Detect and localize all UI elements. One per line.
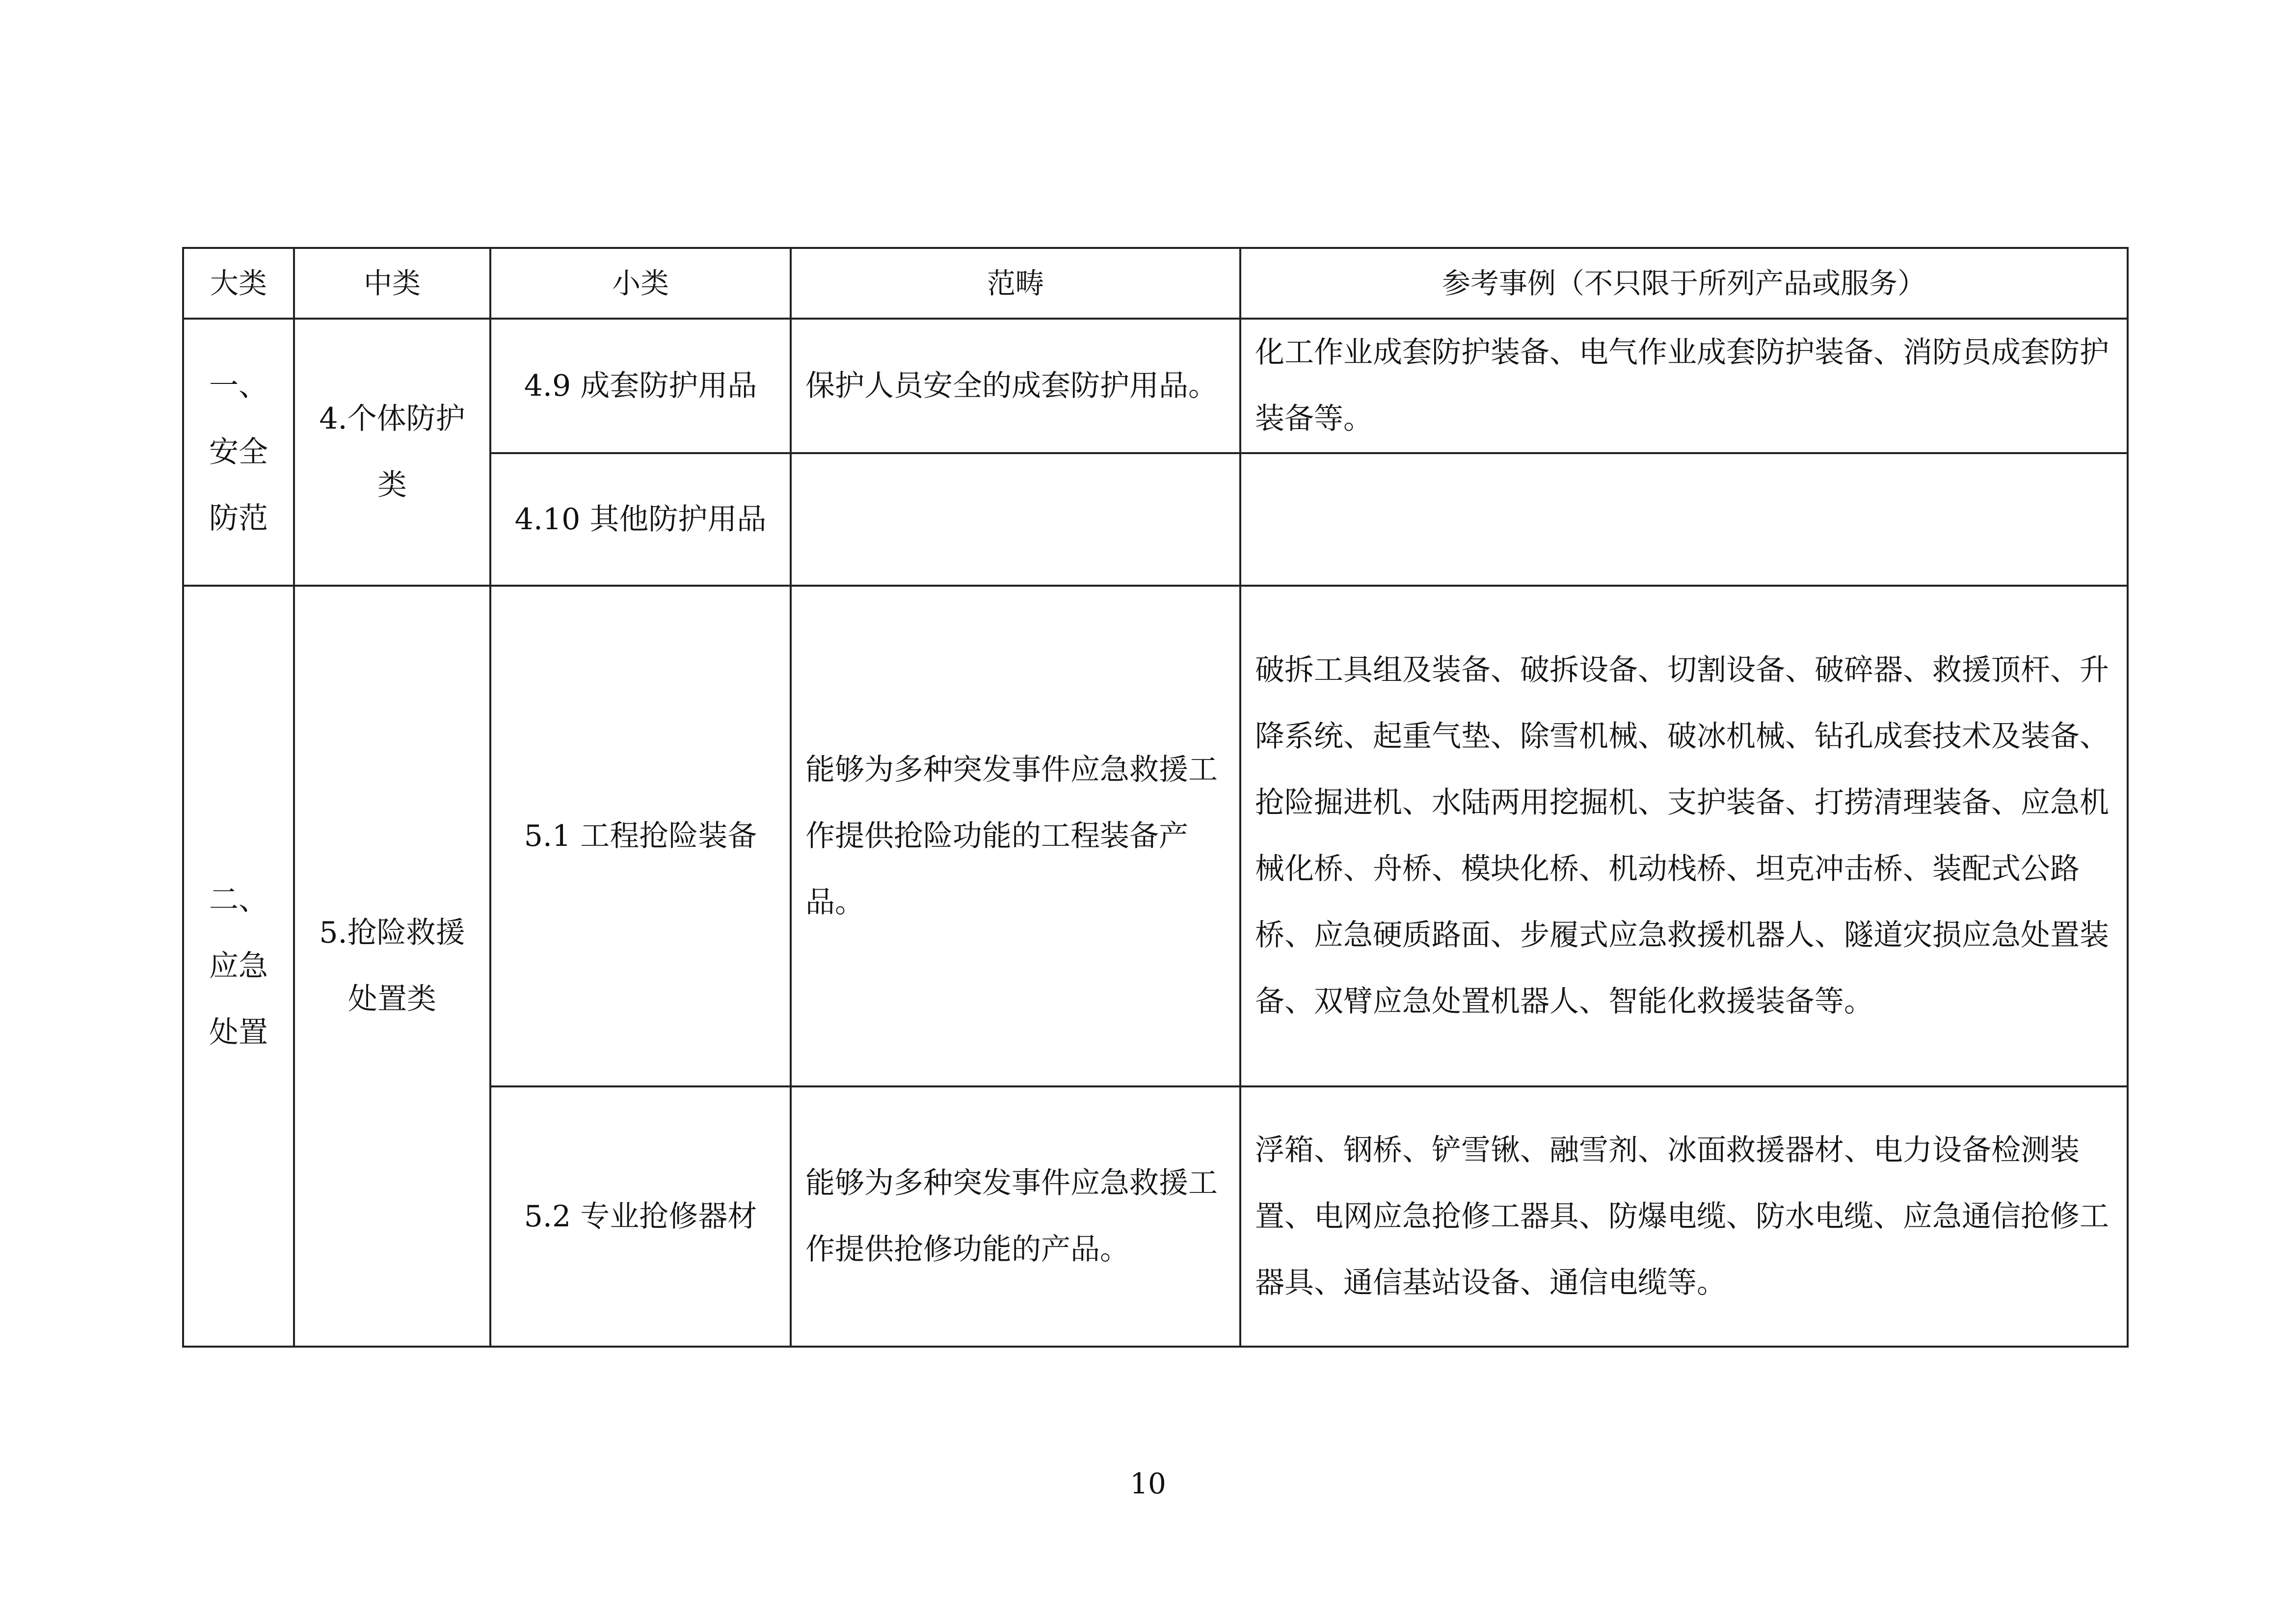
minor-category-cell: 5.2 专业抢修器材 (490, 1086, 791, 1347)
major-category-line: 处置 (209, 1015, 268, 1050)
middle-category-cell (294, 319, 490, 586)
scope-cell: 保护人员安全的成套防护用品。 (791, 319, 1240, 453)
major-category-line: 防范 (209, 501, 268, 536)
header-major-category: 大类 (183, 248, 294, 319)
scope-cell (791, 453, 1240, 586)
middle-category-line: 处置类 (348, 982, 436, 1016)
examples-cell (1240, 453, 2128, 586)
major-category-cell (183, 586, 294, 1347)
middle-category-cell (294, 586, 490, 1347)
middle-category-line: 4.个体防护 (319, 402, 465, 436)
middle-category-line: 类 (377, 468, 407, 502)
major-category-line: 安全 (209, 434, 268, 469)
page-number: 10 (1130, 1467, 1166, 1500)
major-category-line: 一、 (209, 368, 268, 403)
minor-category-cell: 4.10 其他防护用品 (490, 453, 791, 586)
scope-cell: 能够为多种突发事件应急救援工作提供抢险功能的工程装备产品。 (791, 586, 1240, 1086)
examples-cell: 破拆工具组及装备、破拆设备、切割设备、破碎器、救援顶杆、升降系统、起重气垫、除雪机械、破冰机械、钻孔成套技术及装备、抢险掘进机、水陆两用挖掘机、支护装备、打捞清理装备、应急机械化桥、舟桥、模块化桥、机动栈桥、坦克冲击桥、装配式公路桥、应急硬质路面、步履式应急救援机器人、隧道灾损应急处置装备、双臂应急处置机器人、智能化救援装备等。 (1240, 586, 2128, 1086)
examples-cell: 浮箱、钢桥、铲雪锹、融雪剂、冰面救援器材、电力设备检测装置、电网应急抢修工器具、防爆电缆、防水电缆、应急通信抢修工器具、通信基站设备、通信电缆等。 (1240, 1086, 2128, 1347)
table-row (183, 319, 2128, 453)
minor-category-cell: 5.1 工程抢险装备 (490, 586, 791, 1086)
table-header-row (183, 248, 2128, 319)
header-scope: 范畴 (791, 248, 1240, 319)
major-category-line: 二、 (209, 882, 268, 917)
major-category-line: 应急 (209, 948, 268, 983)
major-category-cell (183, 319, 294, 586)
header-minor-category: 小类 (490, 248, 791, 319)
minor-category-cell: 4.9 成套防护用品 (490, 319, 791, 453)
header-examples: 参考事例（不只限于所列产品或服务） (1240, 248, 2128, 319)
table-row (183, 586, 2128, 1086)
header-middle-category: 中类 (294, 248, 490, 319)
middle-category-line: 5.抢险救援 (319, 916, 465, 950)
catalog-table (182, 247, 2129, 1348)
examples-cell: 化工作业成套防护装备、电气作业成套防护装备、消防员成套防护装备等。 (1240, 319, 2128, 453)
scope-cell: 能够为多种突发事件应急救援工作提供抢修功能的产品。 (791, 1086, 1240, 1347)
